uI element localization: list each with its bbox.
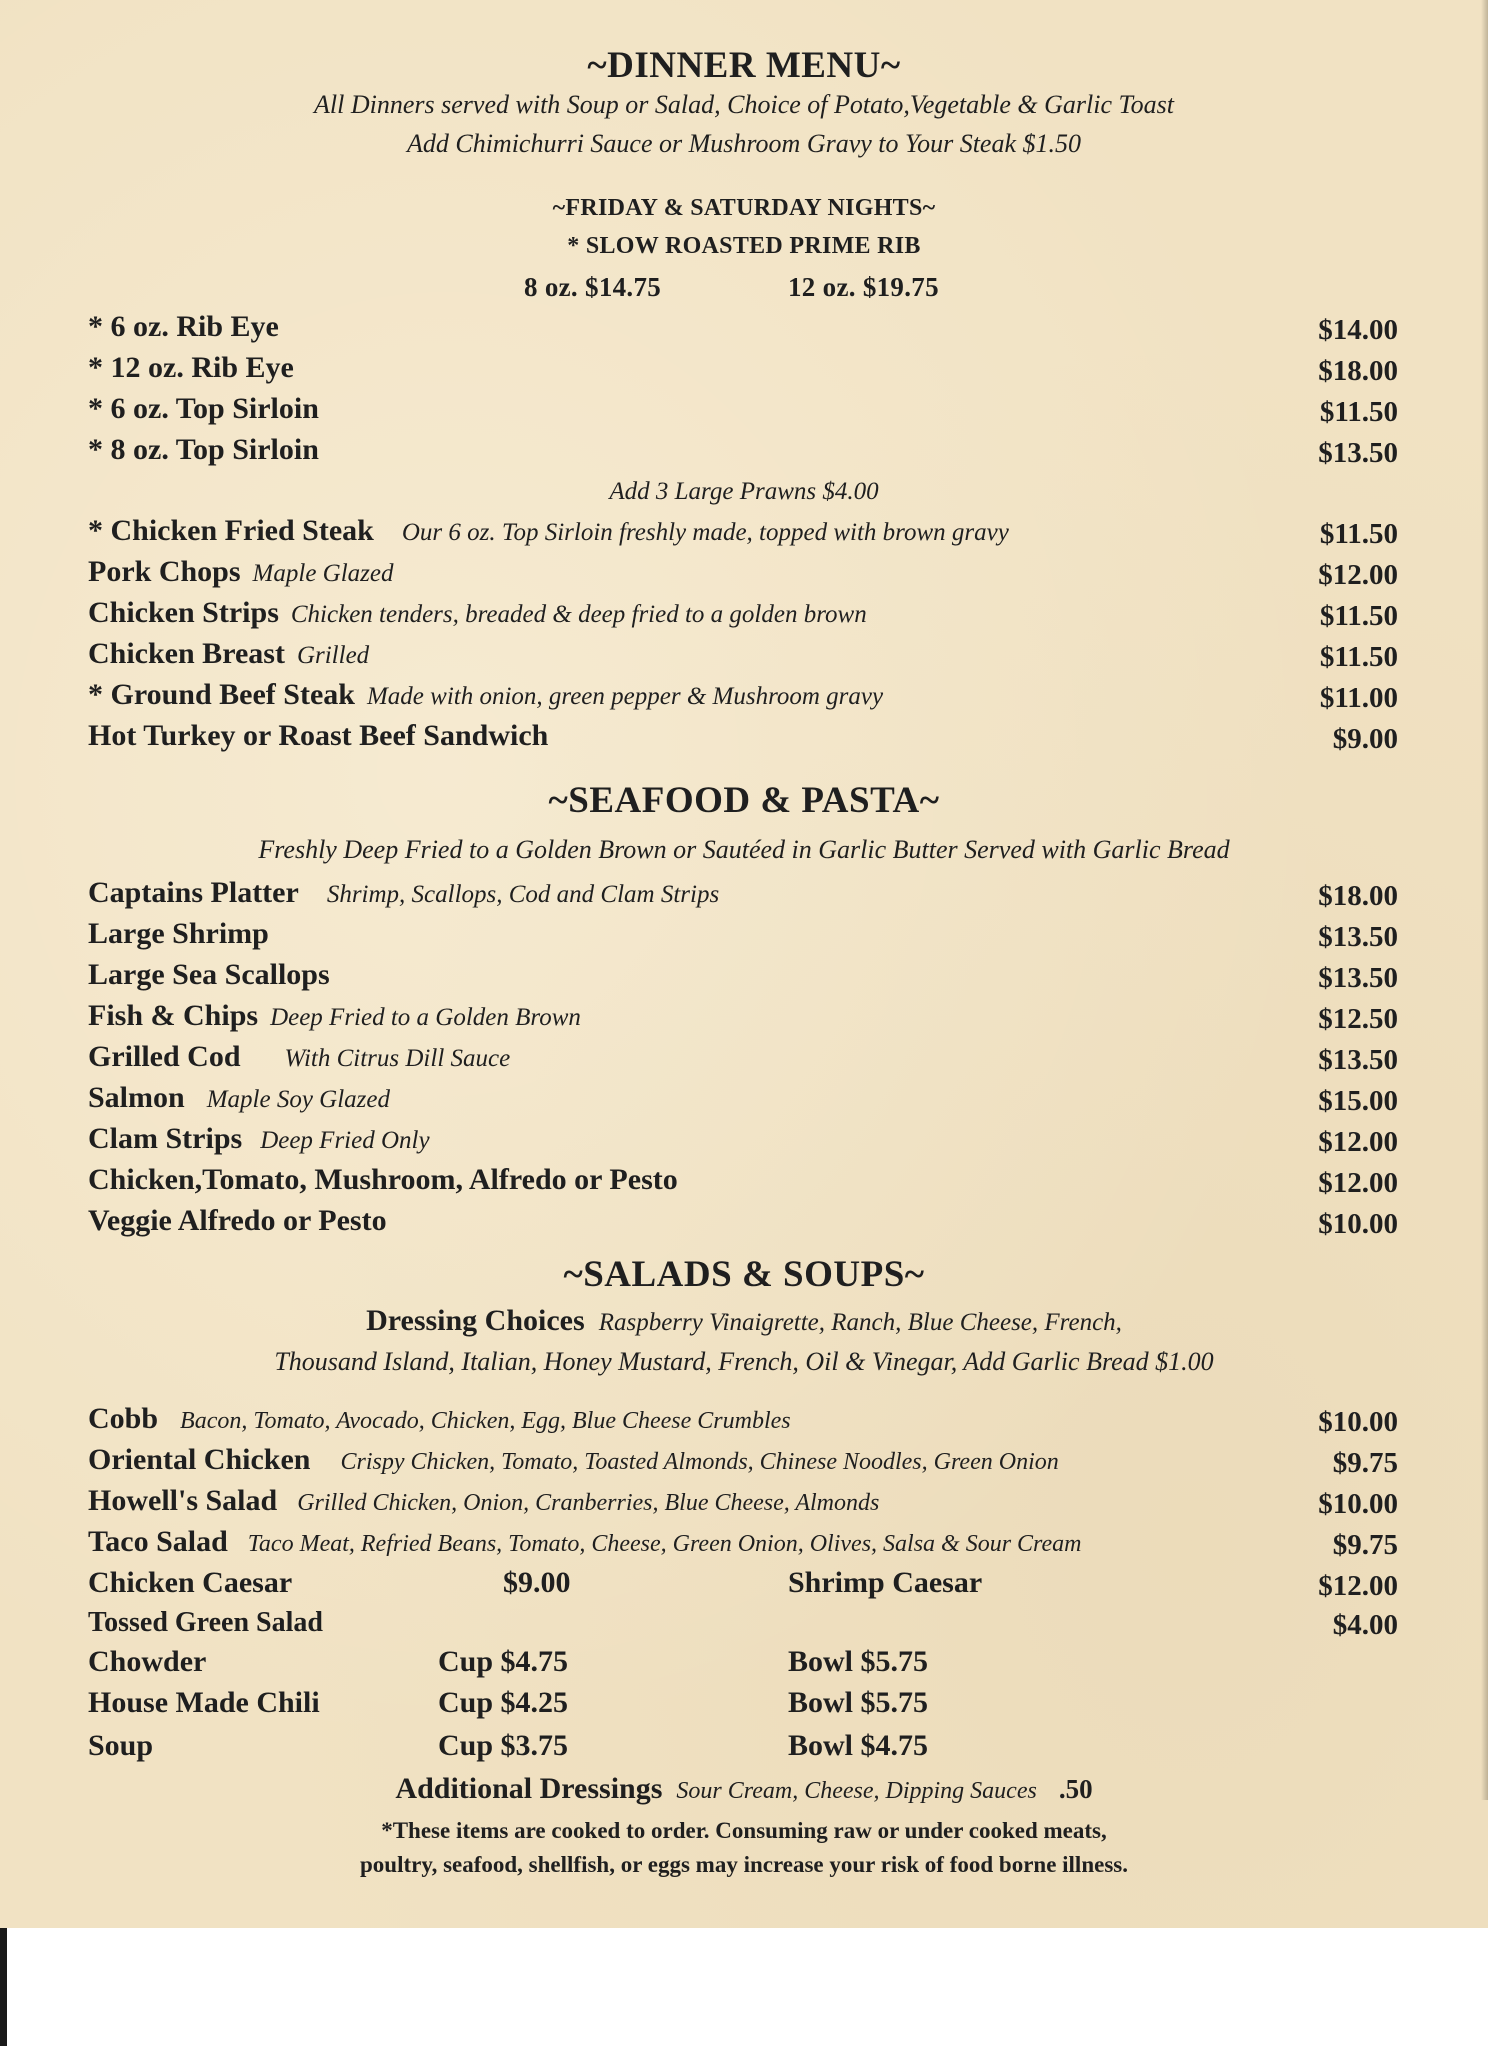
dinner-item-price: $11.50 bbox=[1319, 641, 1398, 673]
chicken-caesar-price: $9.00 bbox=[503, 1566, 571, 1599]
dinner-item bbox=[88, 596, 867, 630]
seafood-item-price: $13.50 bbox=[1318, 1044, 1398, 1076]
dressing-choices bbox=[0, 1304, 1488, 1338]
salad-item-name: Howell's Salad bbox=[88, 1484, 278, 1517]
shrimp-caesar-name: Shrimp Caesar bbox=[788, 1566, 983, 1599]
dinner-item-desc: Made with onion, green pepper & Mushroom gravy bbox=[366, 683, 884, 710]
seafood-item bbox=[88, 999, 581, 1033]
seafood-item-name: Clam Strips bbox=[88, 1122, 243, 1155]
dressing-label: Dressing Choices bbox=[366, 1304, 585, 1337]
soup-bowl-price: Bowl $5.75 bbox=[788, 1686, 929, 1719]
salad-item bbox=[88, 1443, 1059, 1477]
salad-item-desc: Bacon, Tomato, Avocado, Chicken, Egg, Blue Cheese Crumbles bbox=[180, 1408, 791, 1434]
salad-item-name: Taco Salad bbox=[88, 1525, 228, 1558]
dinner-subtitle-1: All Dinners served with Soup or Salad, Choice of Potato,Vegetable & Garlic Toast bbox=[314, 90, 1174, 119]
special-item: * SLOW ROASTED PRIME RIB bbox=[567, 233, 921, 259]
salad-item-price: $10.00 bbox=[1318, 1488, 1398, 1520]
salad-item bbox=[88, 1402, 791, 1436]
dinner-item-price: $9.00 bbox=[1332, 723, 1398, 755]
salad-item-name: Cobb bbox=[88, 1402, 159, 1435]
page-edge-shadow bbox=[1481, 0, 1488, 1800]
dinner-item-price: $18.00 bbox=[1318, 355, 1398, 387]
dinner-item-price: $11.50 bbox=[1319, 396, 1398, 428]
soup-cup-price: Cup $3.75 bbox=[438, 1729, 569, 1762]
additional-dressings bbox=[0, 1772, 1488, 1806]
disclaimer-line-1: *These items are cooked to order. Consuming raw or under cooked meats, bbox=[381, 1818, 1107, 1843]
dinner-item-desc: Our 6 oz. Top Sirloin freshly made, topped with brown gravy bbox=[401, 519, 1009, 546]
dinner-item-name: Chicken Strips bbox=[88, 596, 279, 629]
salad-item bbox=[88, 1525, 1082, 1559]
seafood-item bbox=[88, 876, 719, 910]
dinner-item-price: $11.50 bbox=[1319, 518, 1398, 550]
dinner-item-name: Chicken Breast bbox=[88, 637, 285, 670]
dinner-item-name: Pork Chops bbox=[88, 555, 241, 588]
dinner-item-name: * 6 oz. Top Sirloin bbox=[88, 392, 319, 425]
dinner-item-price: $14.00 bbox=[1318, 314, 1398, 346]
seafood-item-price: $13.50 bbox=[1318, 962, 1398, 994]
dinner-item bbox=[88, 637, 369, 671]
scan-edge bbox=[0, 1928, 7, 2046]
salad-item bbox=[88, 1484, 879, 1518]
seafood-item-price: $13.50 bbox=[1318, 921, 1398, 953]
dinner-item-price: $11.50 bbox=[1319, 600, 1398, 632]
disclaimer-line-2: poultry, seafood, shellfish, or eggs may increase your risk of food borne illness. bbox=[360, 1852, 1128, 1877]
dinner-title: ~DINNER MENU~ bbox=[587, 45, 901, 86]
dinner-item-price: $12.00 bbox=[1318, 559, 1398, 591]
dressing-list-1: Raspberry Vinaigrette, Ranch, Blue Cheese, French, bbox=[598, 1309, 1122, 1336]
soup-name: Soup bbox=[88, 1729, 154, 1762]
seafood-item-name: Chicken,Tomato, Mushroom, Alfredo or Pesto bbox=[88, 1163, 678, 1196]
additional-desc: Sour Cream, Cheese, Dipping Sauces bbox=[676, 1778, 1037, 1804]
dinner-item-name: * Ground Beef Steak bbox=[88, 678, 355, 711]
dinner-item-name: Hot Turkey or Roast Beef Sandwich bbox=[88, 719, 549, 752]
dinner-item-name: * 6 oz. Rib Eye bbox=[88, 310, 279, 343]
dinner-item-price: $13.50 bbox=[1318, 437, 1398, 469]
dinner-item-name: * 8 oz. Top Sirloin bbox=[88, 433, 319, 466]
seafood-item-name: Veggie Alfredo or Pesto bbox=[88, 1204, 387, 1237]
seafood-item bbox=[88, 1081, 390, 1115]
seafood-item-desc: Deep Fried to a Golden Brown bbox=[270, 1004, 581, 1031]
seafood-item-name: Salmon bbox=[88, 1081, 185, 1114]
dinner-item-name: * Chicken Fried Steak bbox=[88, 514, 374, 547]
soup-cup-price: Cup $4.75 bbox=[438, 1645, 569, 1678]
seafood-item-name: Large Shrimp bbox=[88, 917, 269, 950]
salads-title: ~SALADS & SOUPS~ bbox=[563, 1254, 925, 1295]
prime-rib-12oz: 12 oz. $19.75 bbox=[788, 272, 939, 302]
seafood-title: ~SEAFOOD & PASTA~ bbox=[548, 780, 940, 821]
seafood-item-price: $12.00 bbox=[1318, 1167, 1398, 1199]
salad-item-price: $9.75 bbox=[1332, 1529, 1398, 1561]
seafood-item-name: Captains Platter bbox=[88, 876, 299, 909]
seafood-item-price: $15.00 bbox=[1318, 1085, 1398, 1117]
tossed-salad-price: $4.00 bbox=[1332, 1609, 1398, 1641]
shrimp-caesar-price: $12.00 bbox=[1318, 1570, 1398, 1602]
seafood-item-desc: Maple Soy Glazed bbox=[206, 1086, 390, 1113]
soup-name: House Made Chili bbox=[88, 1686, 320, 1719]
tossed-salad-name: Tossed Green Salad bbox=[88, 1607, 323, 1638]
additional-price: .50 bbox=[1058, 1774, 1093, 1804]
seafood-item bbox=[88, 1122, 430, 1156]
dinner-subtitle-2: Add Chimichurri Sauce or Mushroom Gravy to Your Steak $1.50 bbox=[406, 129, 1082, 158]
salad-item-desc: Grilled Chicken, Onion, Cranberries, Blue Cheese, Almonds bbox=[297, 1490, 880, 1516]
seafood-item-price: $12.00 bbox=[1318, 1126, 1398, 1158]
salad-item-price: $9.75 bbox=[1332, 1447, 1398, 1479]
seafood-item-desc: Deep Fried Only bbox=[260, 1127, 430, 1154]
dinner-item-price: $11.00 bbox=[1319, 682, 1398, 714]
seafood-item-price: $18.00 bbox=[1318, 880, 1398, 912]
salad-item-desc: Taco Meat, Refried Beans, Tomato, Cheese, Green Onion, Olives, Salsa & Sour Cream bbox=[247, 1531, 1082, 1557]
soup-bowl-price: Bowl $5.75 bbox=[788, 1645, 929, 1678]
dinner-item bbox=[88, 678, 883, 712]
soup-name: Chowder bbox=[88, 1645, 207, 1678]
soup-cup-price: Cup $4.25 bbox=[438, 1686, 569, 1719]
seafood-item-name: Fish & Chips bbox=[88, 999, 259, 1032]
seafood-item-price: $12.50 bbox=[1318, 1003, 1398, 1035]
dinner-item-desc: Chicken tenders, breaded & deep fried to a golden brown bbox=[290, 601, 867, 628]
prime-rib-8oz: 8 oz. $14.75 bbox=[524, 272, 662, 302]
chicken-caesar-name: Chicken Caesar bbox=[88, 1566, 293, 1599]
seafood-item-price: $10.00 bbox=[1318, 1208, 1398, 1240]
dressing-list-2: Thousand Island, Italian, Honey Mustard, French, Oil & Vinegar, Add Garlic Bread $1.00 bbox=[274, 1347, 1214, 1376]
prawns-addon: Add 3 Large Prawns $4.00 bbox=[609, 478, 879, 505]
seafood-item-desc: Shrimp, Scallops, Cod and Clam Strips bbox=[326, 881, 720, 908]
dinner-item-desc: Maple Glazed bbox=[252, 560, 394, 587]
salad-item-price: $10.00 bbox=[1318, 1406, 1398, 1438]
salad-item-desc: Crispy Chicken, Tomato, Toasted Almonds, Chinese Noodles, Green Onion bbox=[340, 1449, 1059, 1475]
dinner-item bbox=[88, 555, 394, 589]
dinner-item-name: * 12 oz. Rib Eye bbox=[88, 351, 294, 384]
seafood-subtitle: Freshly Deep Fried to a Golden Brown or Sautéed in Garlic Butter Served with Garlic Bread bbox=[258, 835, 1230, 864]
seafood-item-name: Grilled Cod bbox=[88, 1040, 241, 1073]
soup-bowl-price: Bowl $4.75 bbox=[788, 1729, 929, 1762]
seafood-item bbox=[88, 1040, 510, 1074]
salad-item-name: Oriental Chicken bbox=[88, 1443, 311, 1476]
dinner-item bbox=[88, 514, 1009, 548]
dinner-item-desc: Grilled bbox=[296, 642, 370, 669]
special-heading: ~FRIDAY & SATURDAY NIGHTS~ bbox=[552, 195, 936, 221]
additional-label: Additional Dressings bbox=[395, 1772, 663, 1805]
seafood-item-name: Large Sea Scallops bbox=[88, 958, 330, 991]
seafood-item-desc: With Citrus Dill Sauce bbox=[284, 1045, 511, 1072]
